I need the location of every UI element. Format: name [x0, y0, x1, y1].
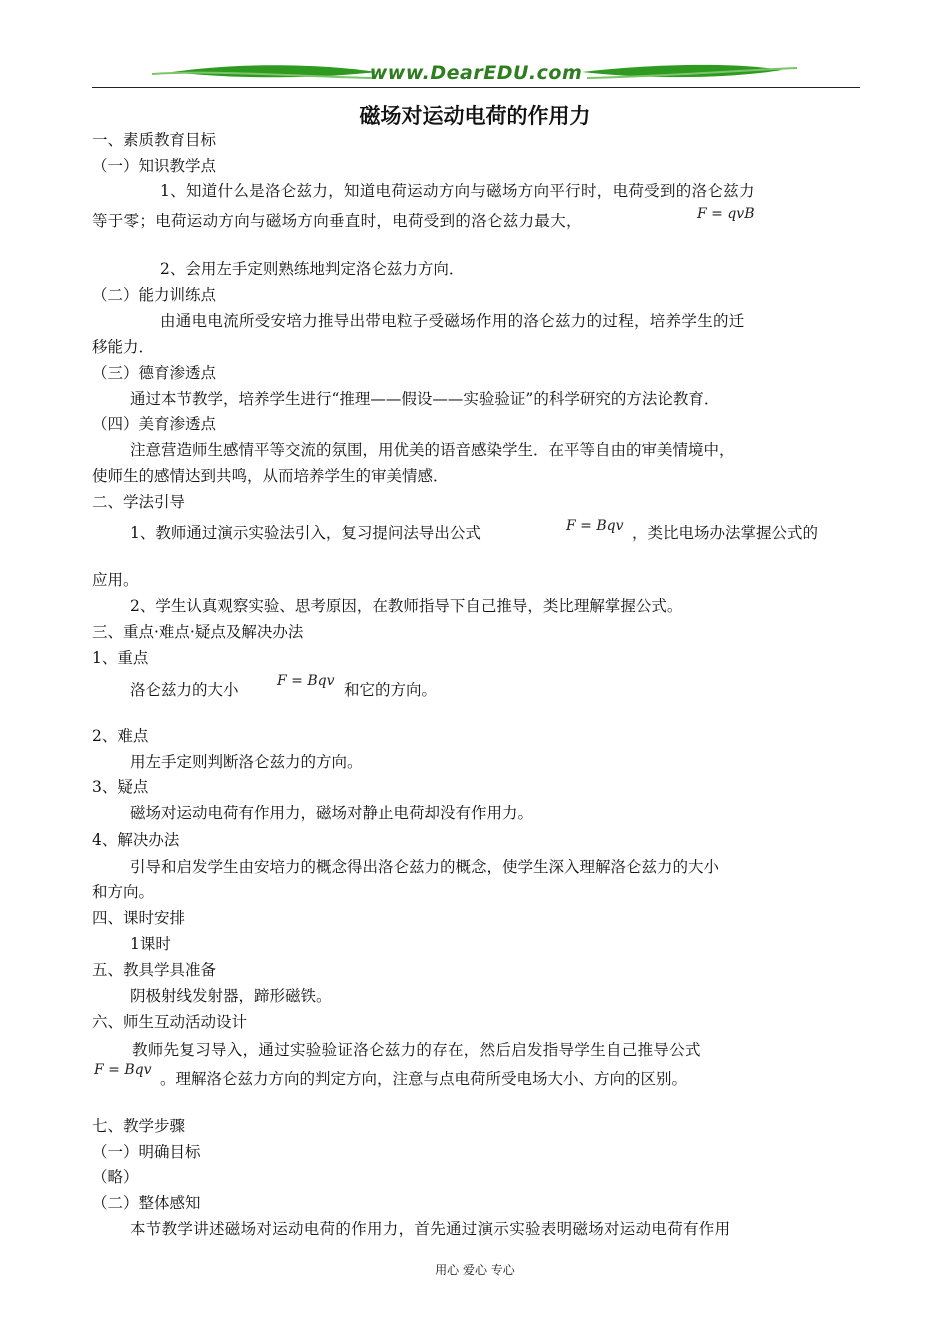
subsection-heading: 3、疑点: [92, 778, 149, 796]
subsection-heading: （一）知识教学点: [92, 157, 217, 175]
page-title: 磁场对运动电荷的作用力: [359, 104, 591, 128]
paragraph-line: 1课时: [130, 935, 171, 953]
section-heading: 五、教具学具准备: [92, 961, 217, 979]
formula-image: F = Bqv: [94, 1062, 152, 1078]
formula-image: F = Bqv: [566, 518, 624, 534]
paragraph-line: 使师生的感情达到共鸣，从而培养学生的审美情感．: [92, 467, 449, 485]
subsection-heading: （二）整体感知: [92, 1194, 201, 1212]
paragraph-line: 应用。: [92, 571, 139, 589]
subsection-heading: （四）美育渗透点: [92, 415, 217, 433]
paragraph-line: 等于零；电荷运动方向与磁场方向垂直时，电荷受到的洛仑兹力最大，: [92, 212, 582, 230]
formula-image: F = Bqv: [277, 673, 335, 689]
paragraph-line: 由通电电流所受安培力推导出带电粒子受磁场作用的洛仑兹力的过程，培养学生的迁: [160, 312, 745, 330]
header-divider: [92, 87, 860, 88]
section-heading: 四、课时安排: [92, 909, 186, 927]
paragraph-line: 洛仑兹力的大小: [130, 681, 239, 699]
section-heading: 六、师生互动活动设计: [92, 1013, 248, 1031]
paragraph-line: 引导和启发学生由安培力的概念得出洛仑兹力的概念，使学生深入理解洛仑兹力的大小: [130, 858, 720, 876]
subsection-heading: （二）能力训练点: [92, 286, 217, 304]
paragraph-line: ，类比电场办法掌握公式的: [632, 524, 819, 542]
subsection-heading: （三）德育渗透点: [92, 364, 217, 382]
subsection-heading: 1、重点: [92, 649, 149, 667]
paragraph-line: 用左手定则判断洛仑兹力的方向。: [130, 753, 363, 771]
section-heading: 三、重点·难点·疑点及解决办法: [92, 623, 304, 641]
site-brand: www.DearEDU.com: [369, 62, 583, 84]
paragraph-line: （略）: [92, 1168, 139, 1186]
site-header-banner: [92, 60, 860, 90]
section-heading: 一、素质教育目标: [92, 131, 217, 149]
subsection-heading: 4、解决办法: [92, 831, 180, 849]
paragraph-line: 。理解洛仑兹力方向的判定方向，注意与点电荷所受电场大小、方向的区别。: [160, 1070, 688, 1088]
paragraph-line: 和它的方向。: [344, 681, 438, 699]
paragraph-line: 通过本节教学，培养学生进行“推理——假设——实验验证”的科学研究的方法论教育．: [130, 390, 720, 408]
section-heading: 二、学法引导: [92, 493, 186, 511]
paragraph-line: 磁场对运动电荷有作用力，磁场对静止电荷却没有作用力。: [130, 804, 534, 822]
paragraph-line: 教师先复习导入，通过实验验证洛仑兹力的存在，然后启发指导学生自己推导公式: [132, 1041, 701, 1059]
paragraph-line: 1、教师通过演示实验法引入，复习提问法导出公式: [130, 524, 481, 542]
paragraph-line: 本节教学讲述磁场对运动电荷的作用力，首先通过演示实验表明磁场对运动电荷有作用: [130, 1220, 731, 1238]
paragraph-line: 2、学生认真观察实验、思考原因，在教师指导下自己推导，类比理解掌握公式。: [130, 597, 683, 615]
paragraph-line: 移能力．: [92, 338, 155, 356]
paragraph-line: 2、会用左手定则熟练地判定洛仑兹力方向．: [160, 260, 465, 278]
subsection-heading: （一）明确目标: [92, 1143, 201, 1161]
paragraph-line: 阴极射线发射器，蹄形磁铁。: [130, 987, 332, 1005]
paragraph-line: 和方向。: [92, 883, 155, 901]
paragraph-line: 注意营造师生感情平等交流的氛围，用优美的语音感染学生．在平等自由的审美情境中，: [130, 441, 735, 459]
formula-image: F = qvB: [697, 206, 755, 222]
subsection-heading: 2、难点: [92, 727, 149, 745]
section-heading: 七、教学步骤: [92, 1117, 186, 1135]
page-footer: 用心 爱心 专心: [435, 1263, 515, 1277]
paragraph-line: 1、知道什么是洛仑兹力，知道电荷运动方向与磁场方向平行时，电荷受到的洛仑兹力: [160, 182, 755, 200]
